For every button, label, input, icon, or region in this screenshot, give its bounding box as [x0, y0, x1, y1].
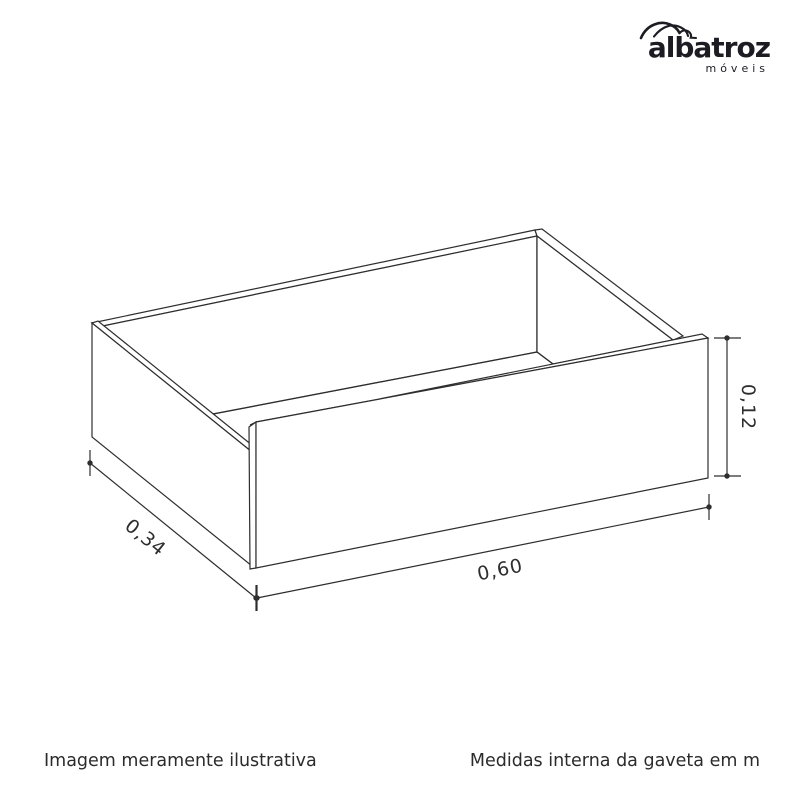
logo-wordmark: albatroz [647, 31, 770, 64]
height-dimension [714, 335, 759, 478]
logo-tagline: móveis [705, 62, 769, 75]
footer-note-illustrative: Imagem meramente ilustrativa [44, 751, 317, 771]
height-dimension-label: 0,12 [737, 383, 759, 431]
width-dimension-label: 0,60 [475, 554, 526, 586]
depth-dimension-label: 0,34 [120, 514, 171, 561]
footer-note-measures: Medidas interna da gaveta em m [469, 751, 760, 771]
